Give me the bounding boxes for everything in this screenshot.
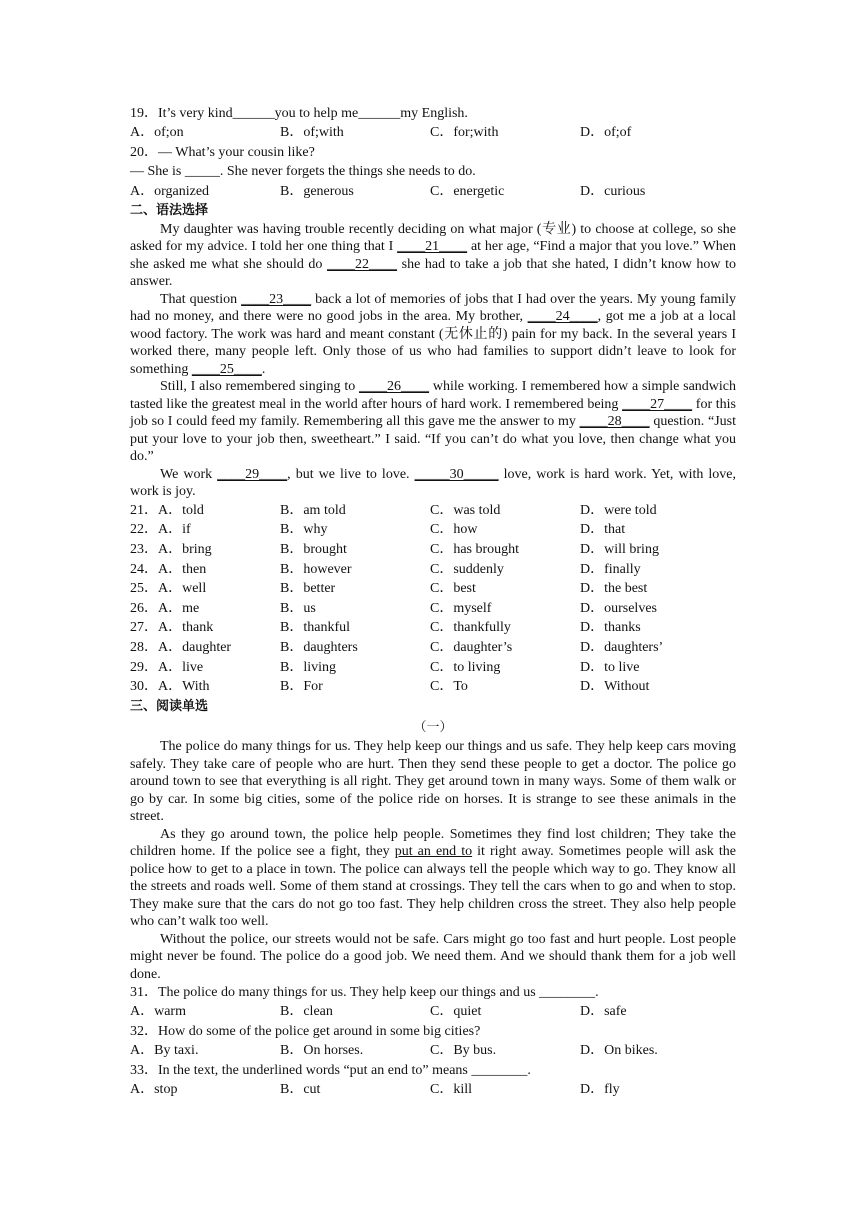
grammar-question-row: 26．A．me B．us C．myself D．ourselves <box>130 600 657 616</box>
option-b: B．On horses. <box>280 1043 364 1059</box>
grammar-question-row: 30．A．With B．For C．To D．Without <box>130 679 650 695</box>
blank-27: ____27____ <box>622 396 693 412</box>
option-d: D．safe <box>580 1004 627 1020</box>
passage-2-paragraph-3: Still, I also remembered singing to ____26____ while working. I remembered how a simple sandwich tasted like the greatest meal in the world after hours of hard work. I remembered being ____27____ for this job so I could feed my family. Remembering all this gave me the answer to my ____28____ question. “Just put your love to your job then, sweetheart.” I said. “If you can’t do what you love, then change what you do.” <box>130 379 737 465</box>
option-d: D．On bikes. <box>580 1043 658 1059</box>
option-d: D．fly <box>580 1082 620 1098</box>
section-2-heading: 二、语法选择 <box>130 203 209 219</box>
option-a: A．of;on <box>130 125 184 141</box>
option-c: C．quiet <box>430 1004 482 1020</box>
blank-25: ____25____ <box>191 361 262 377</box>
option-b: B．generous <box>280 183 354 199</box>
option-b: B．clean <box>280 1004 333 1020</box>
option-c: C．kill <box>430 1082 473 1098</box>
reading-1-label: （一） <box>413 719 453 735</box>
passage-2-paragraph-1: My daughter was having trouble recently deciding on what major (专业) to choose at college, so she asked for my advice. I told her one thing that I ____21____ at her age, “Find a major that you love.” When she asked me what she should do ____22____ she had to take a job that she hated, I didn’t know how to answer. <box>130 221 736 290</box>
grammar-question-row: 22．A．if B．why C．how D．that <box>130 522 626 538</box>
reading-1-paragraph-1: The police do many things for us. They help keep our things and us safe. They help keep cars moving safely. They take care of people who are hurt. Then they send these people to get a doctor. The police go around town to see that everything is all right. They get around town in many ways. Some of them walk or go by car. In some big cities, some of the police ride on horses. It is strange to see these animals in the street. <box>130 739 736 825</box>
blank-30: _____30_____ <box>414 466 499 482</box>
option-c: C．By bus. <box>430 1043 497 1059</box>
grammar-question-row: 21．A．told B．am told C．was told D．were told <box>130 502 657 518</box>
question-20-stem-2: — She is _____. She never forgets the things she needs to do. <box>130 164 476 180</box>
section-3-heading: 三、阅读单选 <box>130 698 209 714</box>
grammar-question-list <box>130 501 736 697</box>
option-a: A．warm <box>130 1004 186 1020</box>
question-20-options <box>130 182 736 202</box>
question-31-stem: 31．The police do many things for us. They help keep our things and us ________. <box>130 985 599 1001</box>
option-a: A．organized <box>130 183 210 199</box>
blank-26: ____26____ <box>359 379 430 395</box>
question-32-stem: 32．How do some of the police get around in some big cities? <box>130 1024 481 1040</box>
grammar-question-row: 24．A．then B．however C．suddenly D．finally <box>130 561 641 577</box>
blank-24: ____24____ <box>527 309 598 325</box>
document-page <box>130 104 736 1100</box>
option-b: B．cut <box>280 1082 321 1098</box>
grammar-question-row: 29．A．live B．living C．to living D．to live <box>130 659 640 675</box>
option-a: A．By taxi. <box>130 1043 199 1059</box>
blank-21: ____21____ <box>397 239 468 255</box>
blank-29: ____29____ <box>217 466 288 482</box>
question-19-options <box>130 123 736 143</box>
option-c: C．for;with <box>430 125 499 141</box>
option-d: D．curious <box>580 183 646 199</box>
underlined-phrase: put an end to <box>394 844 473 860</box>
passage-2-paragraph-4: We work ____29____, but we live to love. _____30_____ love, work is hard work. Yet, with love, work is joy. <box>130 466 736 500</box>
question-33-stem: 33．In the text, the underlined words “put an end to” means ________. <box>130 1063 531 1079</box>
grammar-question-row: 27．A．thank B．thankful C．thankfully D．thanks <box>130 620 641 636</box>
blank-23: ____23____ <box>241 291 312 307</box>
reading-1-paragraph-2: As they go around town, the police help people. Sometimes they find lost children; They take the children home. If the police see a fight, they put an end to it right away. Sometimes people will ask the police how to get to a place in town. The police can always tell the people which way to go. They know all the streets and roads well. Some of them stand at crossings. They tell the cars when to go and when to stop. They make sure that the cars do not go too fast. They help children cross the street. They also help people who can’t walk too well. <box>130 826 736 930</box>
passage-2-paragraph-2: That question ____23____ back a lot of memories of jobs that I had over the years. My young family had no money, and there were no good jobs in the area. My brother, ____24____, got me a job at a local wood factory. The work was hard and meant constant (无休止的) pain for my back. In the several years I worked there, many people left. Only those of us who had families to support didn’t leave to look for something ____25____. <box>130 291 736 377</box>
question-31-options <box>130 1002 736 1022</box>
option-c: C．energetic <box>430 183 505 199</box>
question-19-stem: 19．It’s very kind______you to help me______my English. <box>130 106 468 121</box>
question-20-stem: 20．— What’s your cousin like? <box>130 144 315 160</box>
option-a: A．stop <box>130 1082 178 1098</box>
reading-1-paragraph-3: Without the police, our streets would not be safe. Cars might go too fast and hurt people. Lost people might never be found. The police do a good job. We need them. And we should thank them for a job well done. <box>130 931 736 982</box>
question-32-options <box>130 1041 736 1061</box>
grammar-question-row: 25．A．well B．better C．best D．the best <box>130 581 648 597</box>
option-d: D．of;of <box>580 125 632 141</box>
blank-28: ____28____ <box>579 414 650 430</box>
question-33-options <box>130 1080 736 1100</box>
grammar-question-row: 28．A．daughter B．daughters C．daughter’s D．daughters’ <box>130 639 664 655</box>
grammar-question-row: 23．A．bring B．brought C．has brought D．will bring <box>130 541 659 557</box>
blank-22: ____22____ <box>327 256 398 272</box>
option-b: B．of;with <box>280 125 344 141</box>
